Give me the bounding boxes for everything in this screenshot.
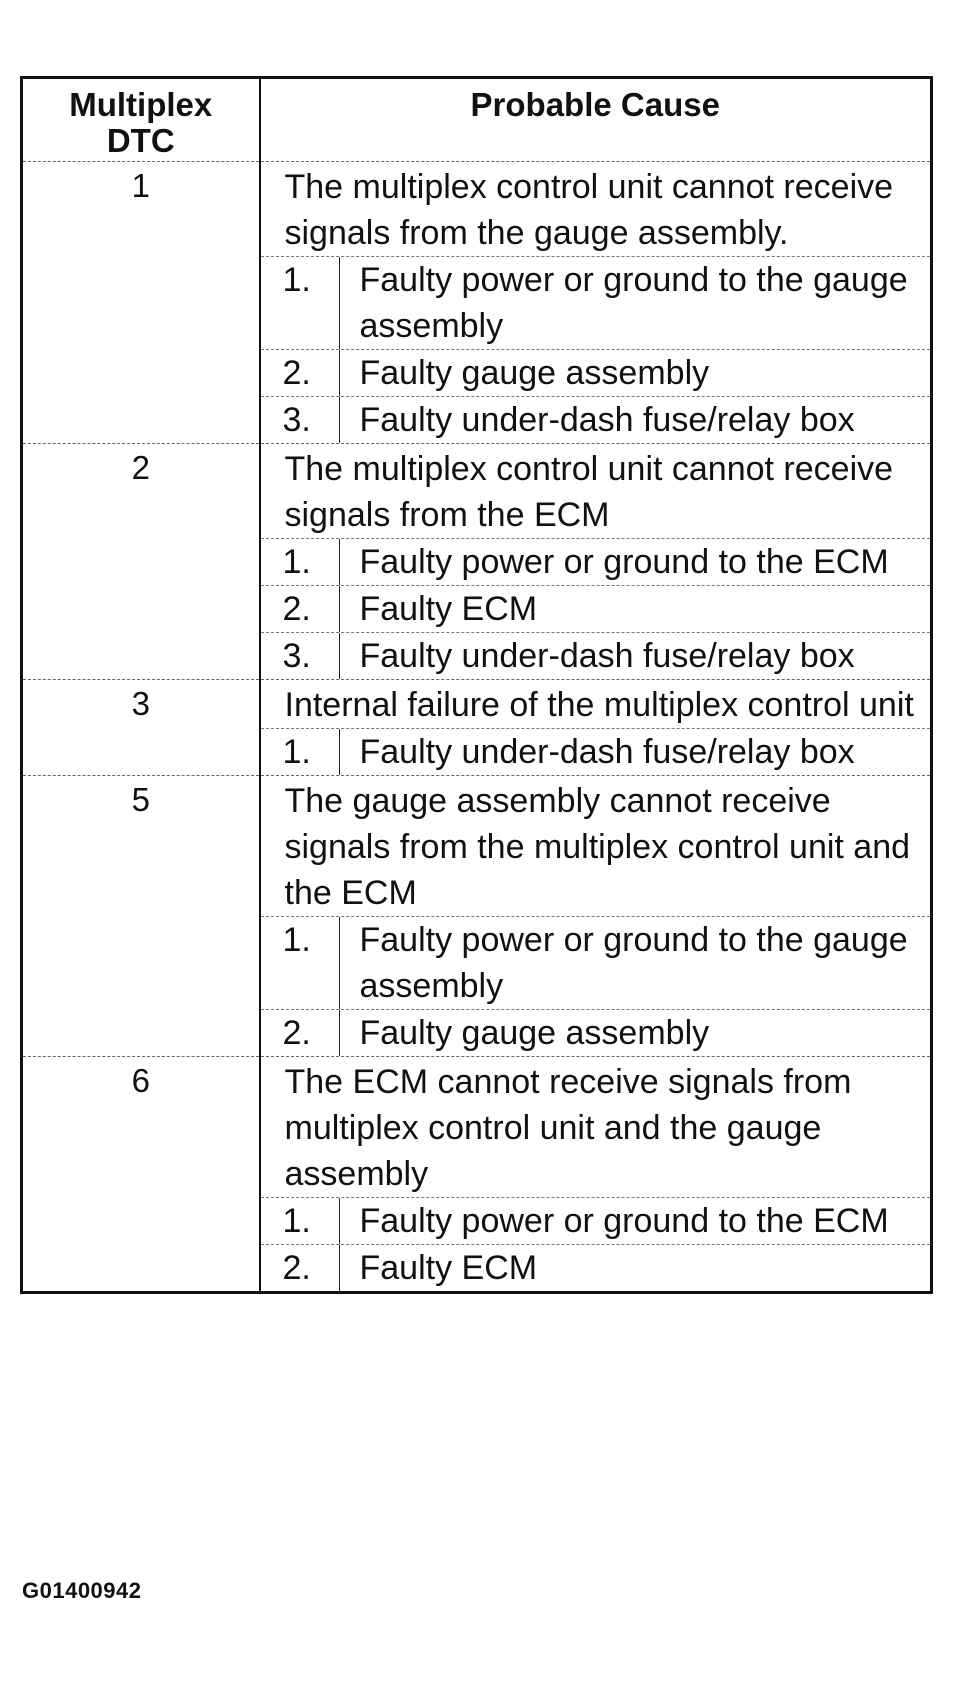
cause-number: 3.	[261, 633, 340, 679]
dtc-code: 6	[22, 1057, 260, 1293]
cause-number: 1.	[261, 917, 340, 1009]
cause-number: 2.	[261, 586, 340, 632]
cause-text: Faulty gauge assembly	[359, 1014, 710, 1052]
cause-item	[261, 350, 931, 397]
table-row	[22, 162, 932, 444]
cause-text: Faulty power or ground to the gauge assembly	[359, 921, 908, 1005]
header-code-line-1: Multiplex	[69, 86, 213, 123]
cause-number: 2.	[261, 1010, 340, 1056]
cause-text: Faulty under-dash fuse/relay box	[359, 637, 855, 675]
cause-item	[261, 1245, 931, 1291]
cause-item	[261, 257, 931, 350]
figure-code: G01400942	[22, 1578, 142, 1603]
cause-item	[261, 1198, 931, 1245]
cause-number: 3.	[261, 397, 340, 443]
probable-cause-cell	[260, 1057, 932, 1293]
table-row	[22, 776, 932, 1057]
dtc-code: 1	[22, 162, 260, 444]
cause-description: The multiplex control unit cannot receive signals from the ECM	[261, 444, 931, 539]
cause-item	[261, 397, 931, 443]
cause-number: 1.	[261, 729, 340, 775]
header-probable-cause: Probable Cause	[260, 78, 932, 162]
dtc-table	[20, 76, 933, 1294]
cause-text: Faulty power or ground to the ECM	[359, 543, 889, 581]
cause-item	[261, 1010, 931, 1056]
cause-number: 2.	[261, 350, 340, 396]
cause-item	[261, 633, 931, 679]
cause-description: The ECM cannot receive signals from multiplex control unit and the gauge assembly	[261, 1057, 931, 1198]
header-multiplex-dtc	[22, 78, 260, 162]
cause-text: Faulty ECM	[359, 590, 538, 628]
cause-description: Internal failure of the multiplex control unit	[261, 680, 931, 729]
table-row	[22, 680, 932, 776]
dtc-code: 2	[22, 444, 260, 680]
cause-number: 1.	[261, 1198, 340, 1244]
probable-cause-cell	[260, 444, 932, 680]
dtc-code: 3	[22, 680, 260, 776]
cause-text: Faulty gauge assembly	[359, 354, 710, 392]
cause-description: The gauge assembly cannot receive signals from the multiplex control unit and the ECM	[261, 776, 931, 917]
cause-number: 1.	[261, 257, 340, 349]
table-row	[22, 1057, 932, 1293]
dtc-code: 5	[22, 776, 260, 1057]
cause-text: Faulty power or ground to the gauge assembly	[359, 261, 908, 345]
cause-number: 2.	[261, 1245, 340, 1291]
probable-cause-cell	[260, 776, 932, 1057]
header-code-line-2: DTC	[106, 122, 175, 159]
cause-item	[261, 539, 931, 586]
cause-text: Faulty under-dash fuse/relay box	[359, 401, 855, 439]
table-row	[22, 444, 932, 680]
cause-item	[261, 586, 931, 633]
cause-number: 1.	[261, 539, 340, 585]
cause-text: Faulty power or ground to the ECM	[359, 1202, 889, 1240]
cause-description: The multiplex control unit cannot receive signals from the gauge assembly.	[261, 162, 931, 257]
dtc-table-body	[22, 162, 932, 1293]
cause-item	[261, 729, 931, 775]
table-header-row	[22, 78, 932, 162]
cause-item	[261, 917, 931, 1010]
cause-text: Faulty under-dash fuse/relay box	[359, 733, 855, 771]
probable-cause-cell	[260, 680, 932, 776]
probable-cause-cell	[260, 162, 932, 444]
cause-text: Faulty ECM	[359, 1249, 538, 1287]
